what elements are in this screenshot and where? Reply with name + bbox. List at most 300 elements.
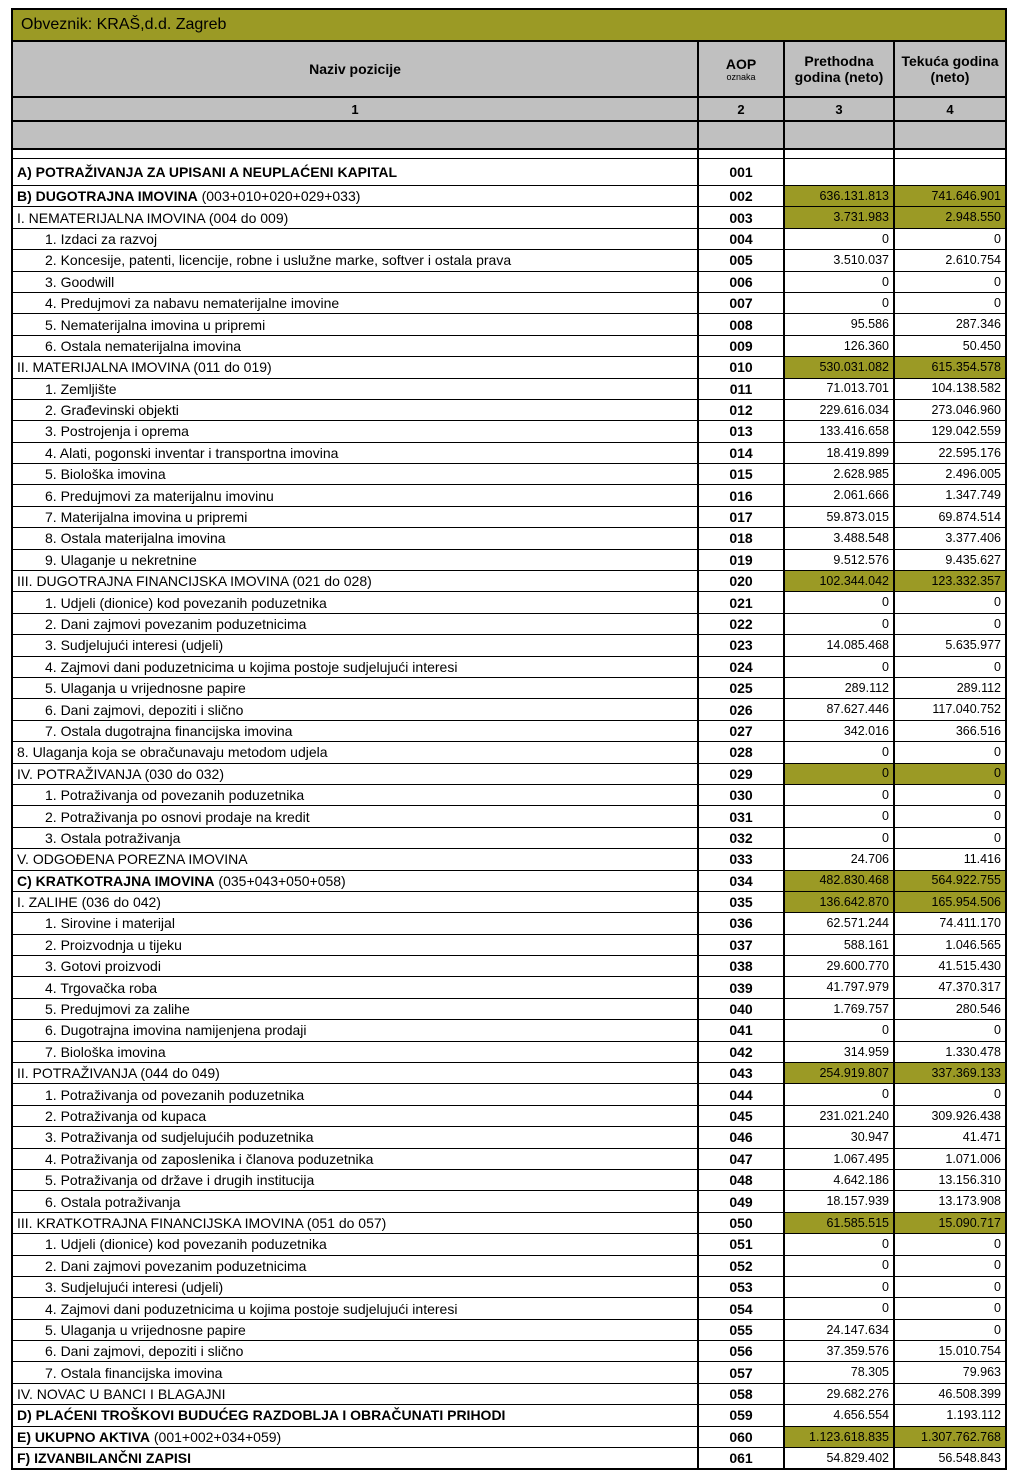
row-label: 1. Izdaci za razvoj — [12, 228, 698, 249]
row-aop: 014 — [698, 442, 784, 463]
blank-cell — [12, 121, 698, 149]
table-row — [12, 1041, 1006, 1062]
row-curr-value: 22.595.176 — [894, 442, 1006, 463]
row-prev-value: 530.031.082 — [784, 357, 894, 378]
row-curr-value: 69.874.514 — [894, 506, 1006, 527]
table-row — [12, 528, 1006, 549]
table-row — [12, 1020, 1006, 1041]
row-aop: 011 — [698, 378, 784, 399]
table-row — [12, 1298, 1006, 1319]
gap-cell — [698, 149, 784, 159]
row-prev-value: 4.642.186 — [784, 1169, 894, 1190]
row-label: 5. Potraživanja od države i drugih institucija — [12, 1169, 698, 1190]
row-curr-value: 41.515.430 — [894, 956, 1006, 977]
row-label: 1. Potraživanja od povezanih poduzetnika — [12, 784, 698, 805]
row-label: 1. Sirovine i materijal — [12, 913, 698, 934]
row-aop: 009 — [698, 335, 784, 356]
row-prev-value: 3.510.037 — [784, 250, 894, 271]
row-curr-value: 117.040.752 — [894, 699, 1006, 720]
table-row — [12, 1191, 1006, 1212]
row-aop: 005 — [698, 250, 784, 271]
row-label: 2. Koncesije, patenti, licencije, robne i uslužne marke, softver i ostala prava — [12, 250, 698, 271]
row-curr-value: 79.963 — [894, 1362, 1006, 1383]
table-row — [12, 1084, 1006, 1105]
table-row — [12, 677, 1006, 698]
row-curr-value: 564.922.755 — [894, 870, 1006, 891]
row-label: IV. NOVAC U BANCI I BLAGAJNI — [12, 1383, 698, 1404]
row-label-bold: E) UKUPNO AKTIVA — [17, 1428, 150, 1445]
row-prev-value: 3.488.548 — [784, 528, 894, 549]
row-aop: 013 — [698, 421, 784, 442]
table-row — [12, 956, 1006, 977]
row-curr-value: 289.112 — [894, 677, 1006, 698]
row-curr-value: 0 — [894, 784, 1006, 805]
table-row — [12, 1169, 1006, 1190]
row-aop: 034 — [698, 870, 784, 891]
row-label: 9. Ulaganje u nekretnine — [12, 549, 698, 570]
row-aop: 043 — [698, 1063, 784, 1084]
table-row — [12, 1405, 1006, 1426]
row-curr-value: 165.954.506 — [894, 891, 1006, 912]
row-aop: 010 — [698, 357, 784, 378]
row-label: 4. Trgovačka roba — [12, 977, 698, 998]
header-curr: Tekuća godina (neto) — [894, 41, 1006, 97]
row-prev-value: 54.829.402 — [784, 1448, 894, 1470]
row-curr-value: 366.516 — [894, 720, 1006, 741]
table-row — [12, 934, 1006, 955]
row-curr-value: 0 — [894, 228, 1006, 249]
table-row — [12, 720, 1006, 741]
row-prev-value: 231.021.240 — [784, 1105, 894, 1126]
row-prev-value: 0 — [784, 763, 894, 784]
blank-cell — [894, 121, 1006, 149]
row-aop: 022 — [698, 613, 784, 634]
row-prev-value: 102.344.042 — [784, 571, 894, 592]
row-prev-value: 0 — [784, 1084, 894, 1105]
row-label: 6. Predujmovi za materijalnu imovinu — [12, 485, 698, 506]
row-prev-value: 126.360 — [784, 335, 894, 356]
row-label: 4. Zajmovi dani poduzetnicima u kojima postoje sudjelujući interesi — [12, 656, 698, 677]
row-prev-value: 62.571.244 — [784, 913, 894, 934]
row-aop: 046 — [698, 1127, 784, 1148]
row-curr-value: 1.193.112 — [894, 1405, 1006, 1426]
row-prev-value: 0 — [784, 1298, 894, 1319]
table-row — [12, 656, 1006, 677]
row-prev-value: 0 — [784, 1234, 894, 1255]
row-label: 4. Predujmovi za nabavu nematerijalne imovine — [12, 292, 698, 313]
row-aop: 028 — [698, 742, 784, 763]
company-row — [12, 9, 1006, 41]
row-aop: 054 — [698, 1298, 784, 1319]
row-curr-value: 1.071.006 — [894, 1148, 1006, 1169]
row-prev-value: 314.959 — [784, 1041, 894, 1062]
row-label: 6. Dani zajmovi, depoziti i slično — [12, 1341, 698, 1362]
row-prev-value: 0 — [784, 806, 894, 827]
row-label: III. DUGOTRAJNA FINANCIJSKA IMOVINA (021 do 028) — [12, 571, 698, 592]
row-aop: 042 — [698, 1041, 784, 1062]
table-row — [12, 228, 1006, 249]
row-curr-value: 129.042.559 — [894, 421, 1006, 442]
table-row — [12, 1212, 1006, 1233]
row-prev-value: 342.016 — [784, 720, 894, 741]
row-label: 4. Zajmovi dani poduzetnicima u kojima postoje sudjelujući interesi — [12, 1298, 698, 1319]
row-aop: 006 — [698, 271, 784, 292]
row-curr-value: 1.307.762.768 — [894, 1426, 1006, 1447]
row-aop: 026 — [698, 699, 784, 720]
table-row — [12, 335, 1006, 356]
row-curr-value: 0 — [894, 592, 1006, 613]
gap-cell — [894, 149, 1006, 159]
table-row — [12, 613, 1006, 634]
column-number-row — [12, 97, 1006, 121]
row-curr-value: 13.173.908 — [894, 1191, 1006, 1212]
row-aop: 048 — [698, 1169, 784, 1190]
row-prev-value: 59.873.015 — [784, 506, 894, 527]
row-prev-value: 71.013.701 — [784, 378, 894, 399]
table-row — [12, 998, 1006, 1019]
row-curr-value: 0 — [894, 1020, 1006, 1041]
row-label-bold: D) PLAĆENI TROŠKOVI BUDUĆEG RAZDOBLJA I OBRAČUNATI PRIHODI — [17, 1407, 506, 1424]
row-label: 1. Potraživanja od povezanih poduzetnika — [12, 1084, 698, 1105]
row-label — [12, 1448, 698, 1470]
row-prev-value: 18.157.939 — [784, 1191, 894, 1212]
row-label-formula: (035+043+050+058) — [214, 872, 346, 889]
row-prev-value: 0 — [784, 656, 894, 677]
row-curr-value: 0 — [894, 1084, 1006, 1105]
row-curr-value — [894, 159, 1006, 186]
row-prev-value: 254.919.807 — [784, 1063, 894, 1084]
row-label: 3. Sudjelujući interesi (udjeli) — [12, 635, 698, 656]
row-label: 2. Građevinski objekti — [12, 399, 698, 420]
header-row — [12, 41, 1006, 97]
row-prev-value: 1.769.757 — [784, 998, 894, 1019]
row-aop: 003 — [698, 207, 784, 228]
row-curr-value: 104.138.582 — [894, 378, 1006, 399]
row-label-bold: A) POTRAŽIVANJA ZA UPISANI A NEUPLAĆENI KAPITAL — [17, 164, 398, 180]
row-prev-value: 24.706 — [784, 849, 894, 870]
row-label: 7. Ostala financijska imovina — [12, 1362, 698, 1383]
row-aop: 038 — [698, 956, 784, 977]
header-prev: Prethodna godina (neto) — [784, 41, 894, 97]
table-row — [12, 699, 1006, 720]
row-prev-value: 3.731.983 — [784, 207, 894, 228]
row-prev-value: 0 — [784, 292, 894, 313]
row-aop: 031 — [698, 806, 784, 827]
blank-cell — [784, 121, 894, 149]
row-curr-value: 0 — [894, 763, 1006, 784]
row-curr-value: 337.369.133 — [894, 1063, 1006, 1084]
header-aop-label: AOP — [725, 55, 757, 72]
row-curr-value: 0 — [894, 1255, 1006, 1276]
table-row — [12, 891, 1006, 912]
table-row — [12, 1341, 1006, 1362]
row-curr-value: 15.010.754 — [894, 1341, 1006, 1362]
row-label: 6. Dugotrajna imovina namijenjena prodaji — [12, 1020, 698, 1041]
balance-table — [11, 8, 1007, 1470]
row-prev-value: 18.419.899 — [784, 442, 894, 463]
row-prev-value: 14.085.468 — [784, 635, 894, 656]
row-aop: 015 — [698, 464, 784, 485]
table-row — [12, 635, 1006, 656]
row-aop: 053 — [698, 1276, 784, 1297]
table-row — [12, 250, 1006, 271]
row-label-bold: B) DUGOTRAJNA IMOVINA — [17, 188, 198, 205]
table-row — [12, 506, 1006, 527]
row-curr-value: 280.546 — [894, 998, 1006, 1019]
table-row — [12, 1063, 1006, 1084]
row-prev-value: 87.627.446 — [784, 699, 894, 720]
row-aop: 008 — [698, 314, 784, 335]
table-row — [12, 1255, 1006, 1276]
table-row — [12, 207, 1006, 228]
row-aop: 044 — [698, 1084, 784, 1105]
row-label: 5. Nematerijalna imovina u pripremi — [12, 314, 698, 335]
row-prev-value: 95.586 — [784, 314, 894, 335]
row-curr-value: 741.646.901 — [894, 186, 1006, 207]
row-label: 8. Ostala materijalna imovina — [12, 528, 698, 549]
row-prev-value — [784, 159, 894, 186]
row-curr-value: 273.046.960 — [894, 399, 1006, 420]
table-row — [12, 1448, 1006, 1470]
row-curr-value: 2.948.550 — [894, 207, 1006, 228]
row-prev-value: 41.797.979 — [784, 977, 894, 998]
row-label: I. NEMATERIJALNA IMOVINA (004 do 009) — [12, 207, 698, 228]
row-label: 5. Predujmovi za zalihe — [12, 998, 698, 1019]
table-row — [12, 292, 1006, 313]
row-prev-value: 4.656.554 — [784, 1405, 894, 1426]
row-aop: 055 — [698, 1319, 784, 1340]
row-curr-value: 0 — [894, 292, 1006, 313]
table-row — [12, 271, 1006, 292]
header-name: Naziv pozicije — [12, 41, 698, 97]
row-prev-value: 482.830.468 — [784, 870, 894, 891]
col-number-4: 4 — [894, 97, 1006, 121]
blank-header-row — [12, 121, 1006, 149]
row-label: 4. Alati, pogonski inventar i transportna imovina — [12, 442, 698, 463]
gap-cell — [784, 149, 894, 159]
row-prev-value: 636.131.813 — [784, 186, 894, 207]
row-curr-value: 3.377.406 — [894, 528, 1006, 549]
row-prev-value: 0 — [784, 271, 894, 292]
row-label: 6. Ostala potraživanja — [12, 1191, 698, 1212]
row-label: 3. Gotovi proizvodi — [12, 956, 698, 977]
row-prev-value: 0 — [784, 784, 894, 805]
row-aop: 027 — [698, 720, 784, 741]
row-prev-value: 0 — [784, 228, 894, 249]
row-aop: 017 — [698, 506, 784, 527]
table-row — [12, 592, 1006, 613]
row-aop: 032 — [698, 827, 784, 848]
row-label: 7. Ostala dugotrajna financijska imovina — [12, 720, 698, 741]
table-row — [12, 485, 1006, 506]
row-curr-value: 615.354.578 — [894, 357, 1006, 378]
row-aop: 041 — [698, 1020, 784, 1041]
row-curr-value: 15.090.717 — [894, 1212, 1006, 1233]
row-aop: 001 — [698, 159, 784, 186]
row-prev-value: 0 — [784, 742, 894, 763]
row-curr-value: 0 — [894, 1319, 1006, 1340]
row-aop: 060 — [698, 1426, 784, 1447]
row-curr-value: 0 — [894, 827, 1006, 848]
row-label — [12, 1405, 698, 1426]
row-label: II. MATERIJALNA IMOVINA (011 do 019) — [12, 357, 698, 378]
table-row — [12, 159, 1006, 186]
table-row — [12, 913, 1006, 934]
row-curr-value: 0 — [894, 271, 1006, 292]
blank-cell — [698, 121, 784, 149]
row-label: 3. Ostala potraživanja — [12, 827, 698, 848]
table-row — [12, 571, 1006, 592]
table-row — [12, 1276, 1006, 1297]
row-aop: 033 — [698, 849, 784, 870]
row-prev-value: 133.416.658 — [784, 421, 894, 442]
table-row — [12, 442, 1006, 463]
table-row — [12, 314, 1006, 335]
balance-sheet — [11, 8, 1005, 1470]
row-aop: 029 — [698, 763, 784, 784]
table-row — [12, 849, 1006, 870]
row-curr-value: 0 — [894, 1276, 1006, 1297]
row-prev-value: 289.112 — [784, 677, 894, 698]
row-prev-value: 0 — [784, 1020, 894, 1041]
row-curr-value: 56.548.843 — [894, 1448, 1006, 1470]
row-prev-value: 0 — [784, 613, 894, 634]
gap-cell — [12, 149, 698, 159]
row-label: 6. Dani zajmovi, depoziti i slično — [12, 699, 698, 720]
row-curr-value: 41.471 — [894, 1127, 1006, 1148]
row-label-bold: F) IZVANBILANČNI ZAPISI — [17, 1450, 191, 1467]
row-label — [12, 159, 698, 186]
row-label-formula: (001+002+034+059) — [150, 1428, 282, 1445]
row-label: 2. Proizvodnja u tijeku — [12, 934, 698, 955]
row-curr-value: 0 — [894, 1298, 1006, 1319]
row-aop: 051 — [698, 1234, 784, 1255]
row-curr-value: 0 — [894, 656, 1006, 677]
row-aop: 040 — [698, 998, 784, 1019]
row-aop: 035 — [698, 891, 784, 912]
row-aop: 023 — [698, 635, 784, 656]
row-curr-value: 74.411.170 — [894, 913, 1006, 934]
row-aop: 056 — [698, 1341, 784, 1362]
row-curr-value: 1.347.749 — [894, 485, 1006, 506]
row-label — [12, 1426, 698, 1447]
table-row — [12, 784, 1006, 805]
row-label: 2. Potraživanja od kupaca — [12, 1105, 698, 1126]
row-label: 8. Ulaganja koja se obračunavaju metodom udjela — [12, 742, 698, 763]
row-label: 6. Ostala nematerijalna imovina — [12, 335, 698, 356]
row-label: IV. POTRAŽIVANJA (030 do 032) — [12, 763, 698, 784]
row-label: I. ZALIHE (036 do 042) — [12, 891, 698, 912]
row-aop: 050 — [698, 1212, 784, 1233]
row-prev-value: 1.067.495 — [784, 1148, 894, 1169]
row-label: 3. Potraživanja od sudjelujućih poduzetnika — [12, 1127, 698, 1148]
row-curr-value: 2.496.005 — [894, 464, 1006, 485]
row-aop: 025 — [698, 677, 784, 698]
row-curr-value: 123.332.357 — [894, 571, 1006, 592]
row-prev-value: 37.359.576 — [784, 1341, 894, 1362]
row-aop: 059 — [698, 1405, 784, 1426]
row-aop: 061 — [698, 1448, 784, 1470]
col-number-3: 3 — [784, 97, 894, 121]
row-aop: 012 — [698, 399, 784, 420]
row-label: V. ODGOĐENA POREZNA IMOVINA — [12, 849, 698, 870]
table-row — [12, 870, 1006, 891]
row-prev-value: 588.161 — [784, 934, 894, 955]
row-label: II. POTRAŽIVANJA (044 do 049) — [12, 1063, 698, 1084]
row-curr-value: 287.346 — [894, 314, 1006, 335]
table-row — [12, 549, 1006, 570]
row-prev-value: 29.600.770 — [784, 956, 894, 977]
table-row — [12, 1234, 1006, 1255]
row-label: 5. Biološka imovina — [12, 464, 698, 485]
col-number-1: 1 — [12, 97, 698, 121]
row-aop: 007 — [698, 292, 784, 313]
row-aop: 058 — [698, 1383, 784, 1404]
row-curr-value: 0 — [894, 742, 1006, 763]
row-label: 5. Ulaganja u vrijednosne papire — [12, 1319, 698, 1340]
row-curr-value: 1.330.478 — [894, 1041, 1006, 1062]
row-label — [12, 870, 698, 891]
row-prev-value: 0 — [784, 1255, 894, 1276]
row-label-formula: (003+010+020+029+033) — [197, 188, 361, 205]
row-prev-value: 9.512.576 — [784, 549, 894, 570]
row-prev-value: 1.123.618.835 — [784, 1426, 894, 1447]
row-label: III. KRATKOTRAJNA FINANCIJSKA IMOVINA (051 do 057) — [12, 1212, 698, 1233]
table-row — [12, 977, 1006, 998]
row-aop: 047 — [698, 1148, 784, 1169]
row-curr-value: 309.926.438 — [894, 1105, 1006, 1126]
table-row — [12, 806, 1006, 827]
row-prev-value: 30.947 — [784, 1127, 894, 1148]
row-prev-value: 29.682.276 — [784, 1383, 894, 1404]
row-label: 5. Ulaganja u vrijednosne papire — [12, 677, 698, 698]
row-curr-value: 0 — [894, 613, 1006, 634]
row-aop: 004 — [698, 228, 784, 249]
row-label: 3. Sudjelujući interesi (udjeli) — [12, 1276, 698, 1297]
row-label: 2. Dani zajmovi povezanim poduzetnicima — [12, 613, 698, 634]
row-prev-value: 78.305 — [784, 1362, 894, 1383]
row-label: 7. Materijalna imovina u pripremi — [12, 506, 698, 527]
row-curr-value: 9.435.627 — [894, 549, 1006, 570]
row-curr-value: 11.416 — [894, 849, 1006, 870]
table-row — [12, 464, 1006, 485]
row-curr-value: 13.156.310 — [894, 1169, 1006, 1190]
row-aop: 018 — [698, 528, 784, 549]
table-row — [12, 357, 1006, 378]
table-row — [12, 1362, 1006, 1383]
row-prev-value: 2.628.985 — [784, 464, 894, 485]
row-prev-value: 229.616.034 — [784, 399, 894, 420]
row-aop: 002 — [698, 186, 784, 207]
row-prev-value: 0 — [784, 592, 894, 613]
table-row — [12, 1127, 1006, 1148]
table-row — [12, 1383, 1006, 1404]
row-prev-value: 0 — [784, 827, 894, 848]
gap-row — [12, 149, 1006, 159]
row-aop: 049 — [698, 1191, 784, 1212]
row-label — [12, 186, 698, 207]
row-label: 7. Biološka imovina — [12, 1041, 698, 1062]
table-row — [12, 378, 1006, 399]
row-curr-value: 5.635.977 — [894, 635, 1006, 656]
row-aop: 039 — [698, 977, 784, 998]
table-row — [12, 1319, 1006, 1340]
col-number-2: 2 — [698, 97, 784, 121]
row-label: 1. Udjeli (dionice) kod povezanih poduzetnika — [12, 1234, 698, 1255]
row-curr-value: 50.450 — [894, 335, 1006, 356]
table-row — [12, 186, 1006, 207]
row-curr-value: 0 — [894, 806, 1006, 827]
